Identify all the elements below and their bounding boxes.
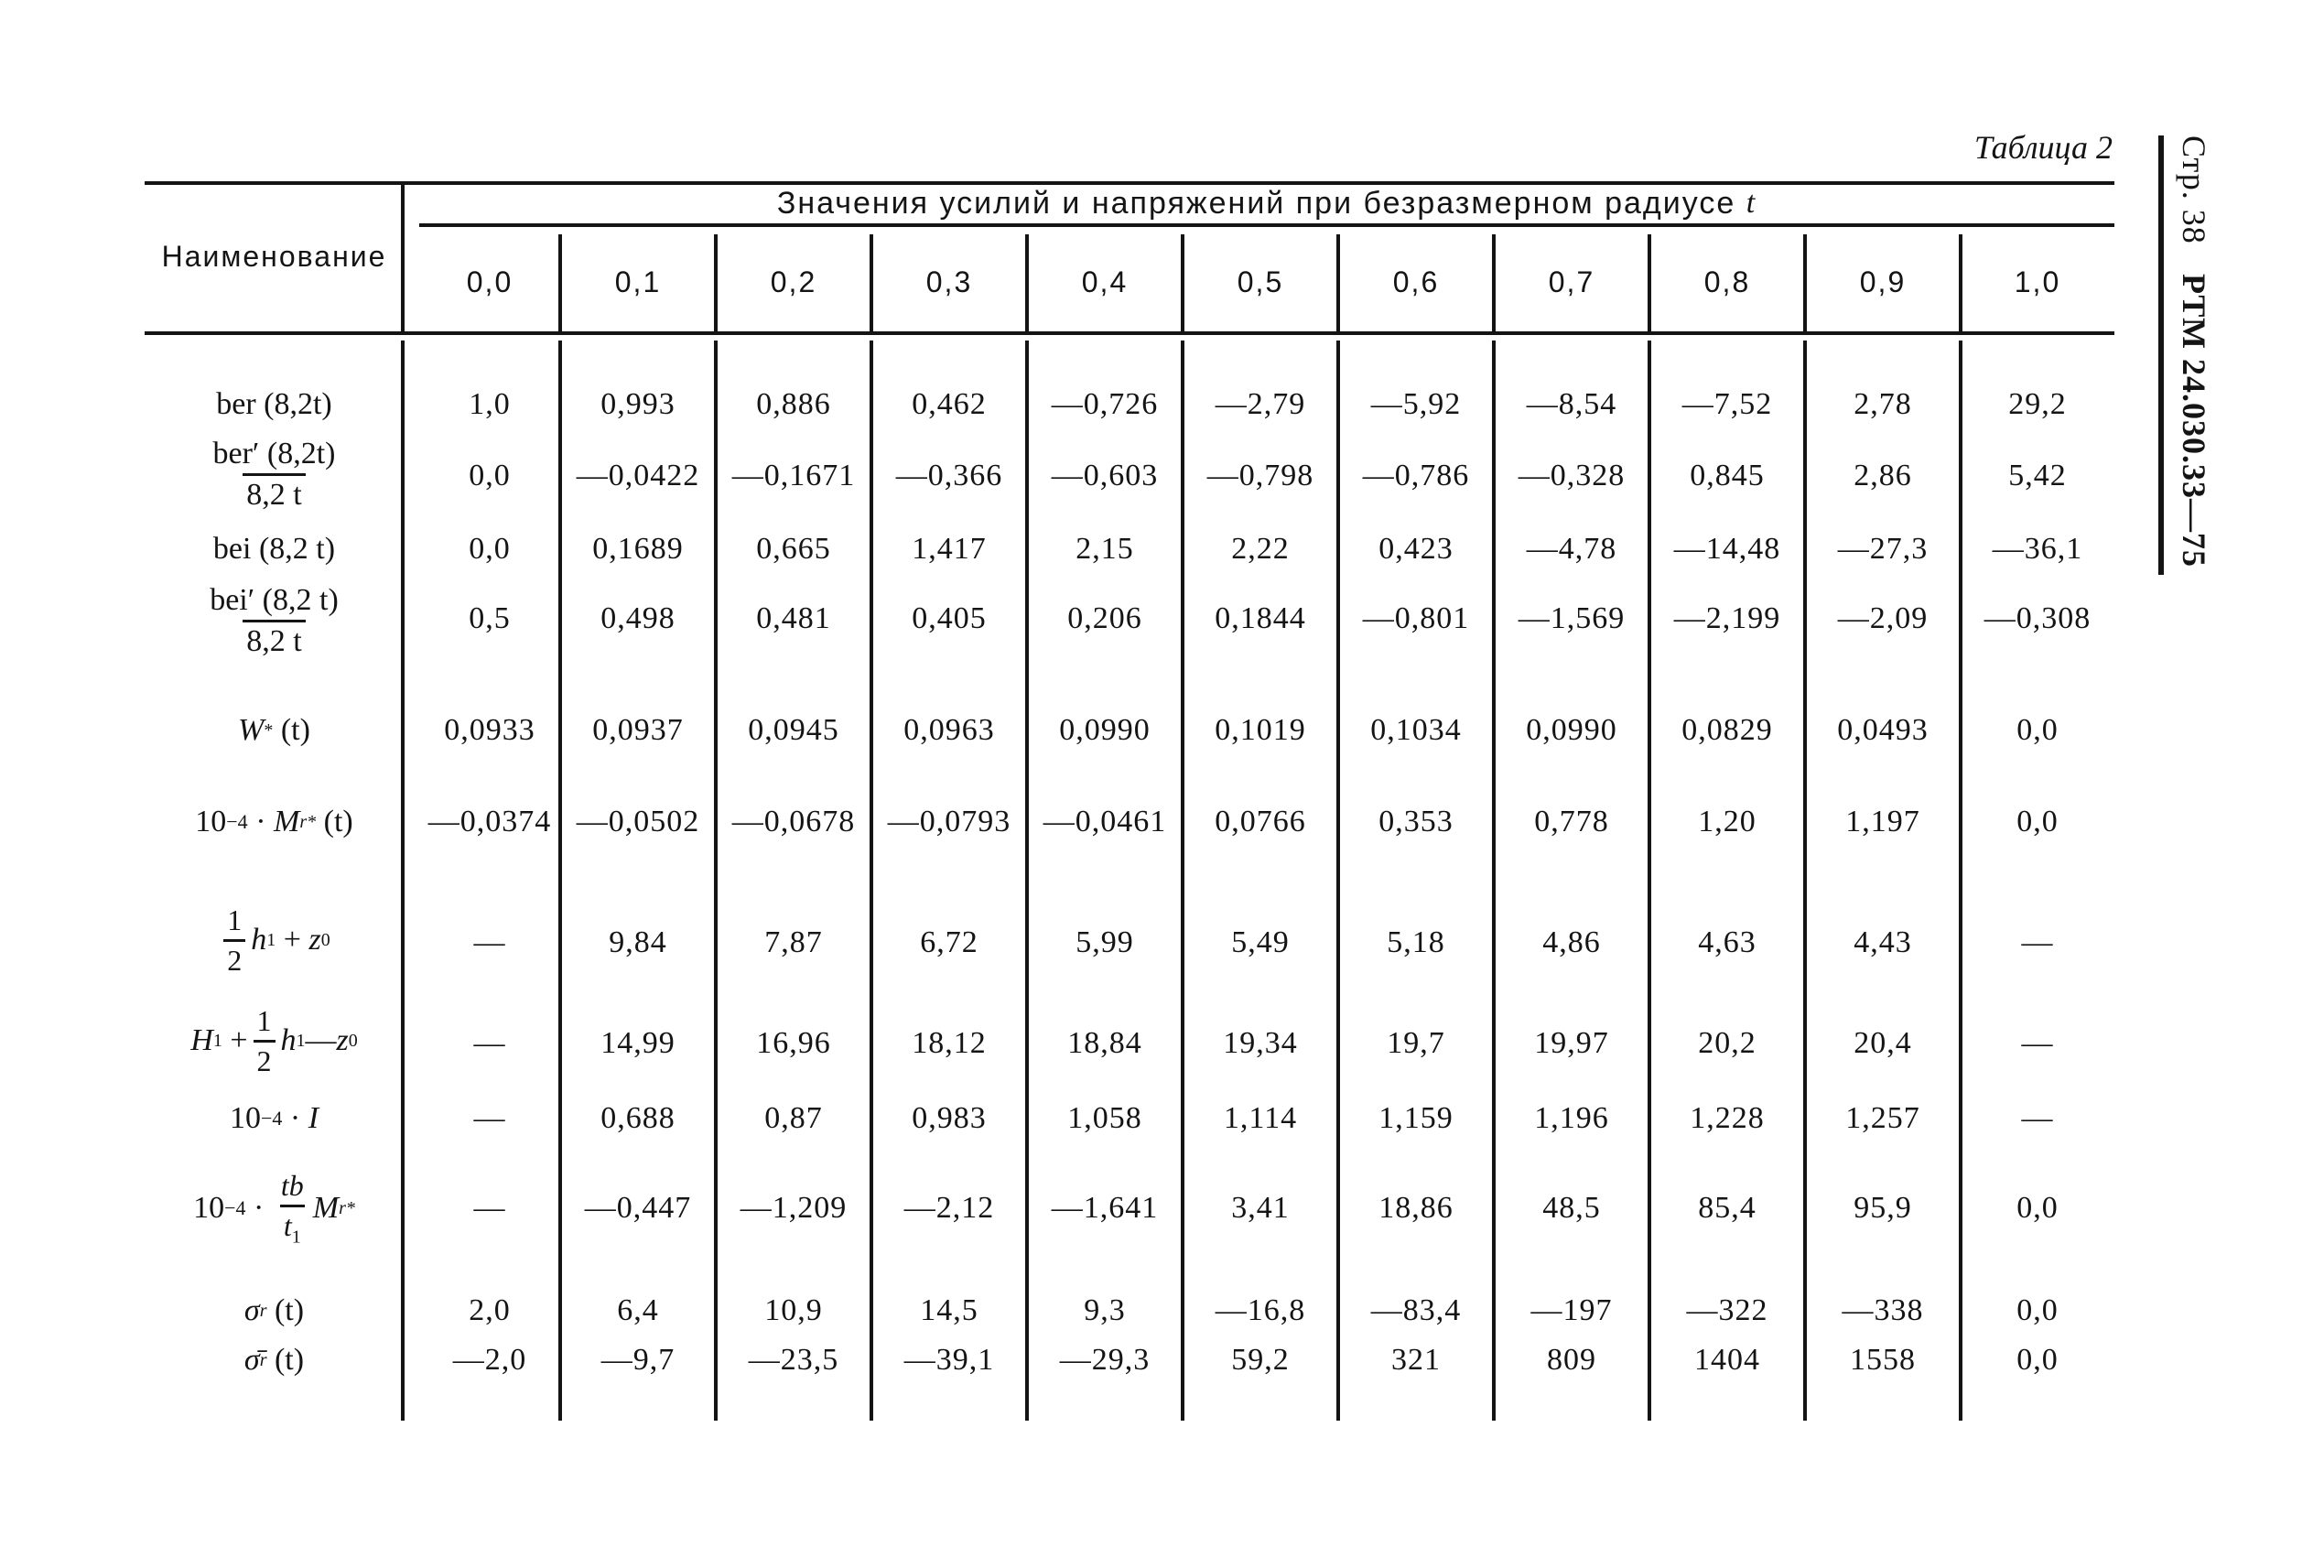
table-cell: 4,63 <box>1698 925 1757 959</box>
group-header-rule <box>419 223 2114 227</box>
column-header: 0,9 <box>1859 265 1907 298</box>
table-cell: 9,3 <box>1084 1293 1126 1327</box>
column-header: 0,2 <box>770 265 817 298</box>
table-cell: —4,78 <box>1526 532 1617 566</box>
table-cell: 1,196 <box>1534 1101 1609 1135</box>
table-cell: 0,0 <box>469 532 511 566</box>
table-cell: 95,9 <box>1854 1191 1912 1225</box>
row-label-sigma: σ r (t) <box>243 1293 305 1327</box>
row-label-m: 10 −4 · M r* (t) <box>195 805 353 838</box>
row-label-tb-m: 10 −4 · $\frac{tb}{t_1}$ M r* <box>193 1168 355 1248</box>
table-cell: 10,9 <box>764 1293 823 1327</box>
column-header: 0,3 <box>925 265 973 298</box>
table-cell: 5,99 <box>1076 925 1134 959</box>
column-header: 0,8 <box>1703 265 1751 298</box>
table-cell: 0,0933 <box>444 713 535 747</box>
table-cell: 0,0945 <box>748 713 839 747</box>
table-cell: 0,0 <box>469 459 511 492</box>
table-cell: —0,447 <box>584 1191 692 1225</box>
table-cell: 14,5 <box>920 1293 978 1327</box>
table-cell: —0,786 <box>1362 459 1470 492</box>
table-cell: —2,0 <box>452 1343 527 1377</box>
table-cell: 4,43 <box>1854 925 1912 959</box>
table-cell: 4,86 <box>1542 925 1601 959</box>
table-cell: 0,0829 <box>1681 713 1773 747</box>
table-cell: —0,308 <box>1984 601 2092 635</box>
side-margin-label <box>2151 135 2224 575</box>
table-cell: 1,228 <box>1690 1101 1765 1135</box>
table-cell: 5,42 <box>2008 459 2067 492</box>
row-label-ber-prime: $\frac{\text{ber′ (8,2t)}}{8,2 t}$ <box>212 436 336 512</box>
document-code: РТМ 24.030.33—75 <box>2176 273 2212 568</box>
table-cell: —83,4 <box>1370 1293 1462 1327</box>
table-cell: 0,481 <box>756 601 831 635</box>
table-cell: 1,257 <box>1845 1101 1920 1135</box>
table-cell: 0,993 <box>600 387 676 421</box>
table-cell: —2,199 <box>1673 601 1781 635</box>
table-cell: 19,34 <box>1223 1026 1298 1060</box>
group-header <box>419 183 2114 223</box>
table-cell: 0,0937 <box>592 713 684 747</box>
table-cell: 0,0 <box>2016 805 2059 838</box>
column-header: 0,5 <box>1237 265 1284 298</box>
table-cell: 1404 <box>1694 1343 1760 1377</box>
column-header: 1,0 <box>2014 265 2061 298</box>
table-cell: 6,4 <box>617 1293 659 1327</box>
table-cell: 321 <box>1391 1343 1441 1377</box>
table-cell: —2,09 <box>1837 601 1929 635</box>
table-cell: 1558 <box>1850 1343 1916 1377</box>
table-cell: 5,18 <box>1387 925 1445 959</box>
table-cell: 19,97 <box>1534 1026 1609 1060</box>
table-cell: 20,2 <box>1698 1026 1757 1060</box>
table-cell: —16,8 <box>1215 1293 1306 1327</box>
table-cell: —0,603 <box>1051 459 1159 492</box>
table-cell: —2,12 <box>903 1191 995 1225</box>
table-cell: —5,92 <box>1370 387 1462 421</box>
row-label-ber: ber (8,2t) <box>216 387 332 421</box>
table-cell: 0,0963 <box>903 713 995 747</box>
table-cell: 6,72 <box>920 925 978 959</box>
header-bottom-rule <box>145 331 2114 335</box>
table-cell: 1,114 <box>1223 1101 1298 1135</box>
table-cell: —23,5 <box>748 1343 839 1377</box>
table-cell: —0,0678 <box>731 805 856 838</box>
table-cell: 0,845 <box>1690 459 1765 492</box>
row-label-w: W * (t) <box>238 713 310 747</box>
table-title: Таблица 2 <box>1973 129 2113 166</box>
table-cell: 0,353 <box>1378 805 1454 838</box>
column-header: 0,1 <box>614 265 662 298</box>
row-label-bei-prime: $\frac{\text{bei′ (8,2 t)}}{8,2 t}$ <box>210 582 339 658</box>
table-cell: 0,778 <box>1534 805 1609 838</box>
group-header-var: t <box>1746 186 1757 220</box>
table-cell: 7,87 <box>764 925 823 959</box>
table-cell: 18,84 <box>1067 1026 1142 1060</box>
table-cell: — <box>473 1191 506 1225</box>
table-cell: —322 <box>1686 1293 1768 1327</box>
table-cell: 0,405 <box>912 601 987 635</box>
table-cell: 0,462 <box>912 387 987 421</box>
table-cell: 1,417 <box>912 532 987 566</box>
column-header: 0,4 <box>1081 265 1129 298</box>
table-cell: 2,78 <box>1854 387 1912 421</box>
table-cell: 59,2 <box>1231 1343 1290 1377</box>
table-cell: — <box>2021 1101 2054 1135</box>
table-cell: —0,0502 <box>576 805 700 838</box>
table-cell: 20,4 <box>1854 1026 1912 1060</box>
table-cell: 0,0 <box>2016 1343 2059 1377</box>
table-cell: 0,0 <box>2016 713 2059 747</box>
table-cell: —0,328 <box>1518 459 1626 492</box>
page-number: Стр. 38 <box>2176 135 2212 244</box>
table-cell: 1,20 <box>1698 805 1757 838</box>
table-cell: —39,1 <box>903 1343 995 1377</box>
table-cell: 19,7 <box>1387 1026 1445 1060</box>
table-cell: 0,498 <box>600 601 676 635</box>
table-cell: 14,99 <box>600 1026 676 1060</box>
side-label-text <box>2175 135 2213 568</box>
table-cell: — <box>473 925 506 959</box>
table-cell: — <box>473 1101 506 1135</box>
table-cell: — <box>2021 925 2054 959</box>
table-cell: —7,52 <box>1681 387 1773 421</box>
table-cell: 2,15 <box>1076 532 1134 566</box>
table-cell: 0,5 <box>469 601 511 635</box>
table-cell: —0,0461 <box>1043 805 1167 838</box>
table-cell: —0,0374 <box>427 805 552 838</box>
table-cell: —1,641 <box>1051 1191 1159 1225</box>
row-label-I: 10 −4 · I <box>229 1101 319 1135</box>
side-rule <box>2158 135 2164 575</box>
table-cell: 1,0 <box>469 387 511 421</box>
table-cell: 5,49 <box>1231 925 1290 959</box>
table-cell: —36,1 <box>1992 532 2083 566</box>
table-cell: —0,1671 <box>731 459 856 492</box>
table-cell: 1,159 <box>1378 1101 1454 1135</box>
table-cell: 0,423 <box>1378 532 1454 566</box>
table-cell: 2,22 <box>1231 532 1290 566</box>
table-cell: 0,87 <box>764 1101 823 1135</box>
table-cell: —0,801 <box>1362 601 1470 635</box>
table-cell: 85,4 <box>1698 1191 1757 1225</box>
table-cell: —197 <box>1530 1293 1613 1327</box>
table-cell: 0,0990 <box>1526 713 1617 747</box>
table-cell: 0,1034 <box>1370 713 1462 747</box>
group-header-text: Значения усилий и напряжений при безразмерном радиусе <box>776 185 1736 221</box>
table-cell: — <box>2021 1026 2054 1060</box>
table-cell: —14,48 <box>1673 532 1781 566</box>
table-cell: 809 <box>1547 1343 1596 1377</box>
table-cell: 0,688 <box>600 1101 676 1135</box>
row-label-bei: bei (8,2 t) <box>212 532 336 566</box>
table-cell: 0,0493 <box>1837 713 1929 747</box>
table-cell: —27,3 <box>1837 532 1929 566</box>
table-cell: —1,209 <box>740 1191 848 1225</box>
table-cell: 1,058 <box>1067 1101 1142 1135</box>
table-cell: —2,79 <box>1215 387 1306 421</box>
table-cell: 0,0 <box>2016 1293 2059 1327</box>
table-cell: —0,0422 <box>576 459 700 492</box>
table-cell: 1,197 <box>1845 805 1920 838</box>
table-cell: 9,84 <box>609 925 667 959</box>
table-cell: 2,0 <box>469 1293 511 1327</box>
table-cell: —1,569 <box>1518 601 1626 635</box>
table-cell: 0,1019 <box>1215 713 1306 747</box>
table-cell: —0,798 <box>1206 459 1314 492</box>
table-cell: 0,206 <box>1067 601 1142 635</box>
table-cell: 0,0766 <box>1215 805 1306 838</box>
table-cell: 0,665 <box>756 532 831 566</box>
table-cell: —0,0793 <box>887 805 1011 838</box>
table-cell: 18,86 <box>1378 1191 1454 1225</box>
table-cell: 0,983 <box>912 1101 987 1135</box>
column-header: 0,0 <box>466 265 513 298</box>
column-header-name: Наименование <box>161 239 387 273</box>
table-cell: 2,86 <box>1854 459 1912 492</box>
row-label-H-half-h-z: H 1 + $\frac{1}{2}$ h 1 — z 0 <box>190 1003 358 1077</box>
table-cell: —338 <box>1842 1293 1924 1327</box>
table-cell: —8,54 <box>1526 387 1617 421</box>
column-header: 0,7 <box>1548 265 1595 298</box>
row-label-half-h-z: $\frac{1}{2}$ h 1 + z 0 <box>145 890 404 990</box>
table-cell: 3,41 <box>1231 1191 1290 1225</box>
column-header: 0,6 <box>1392 265 1440 298</box>
table-cell: —29,3 <box>1059 1343 1151 1377</box>
table-cell: —0,726 <box>1051 387 1159 421</box>
table-cell: — <box>473 1026 506 1060</box>
row-label-sigma-bar: σ̄ r (t) <box>243 1343 305 1377</box>
table-cell: 0,1844 <box>1215 601 1306 635</box>
table-cell: 16,96 <box>756 1026 831 1060</box>
table-cell: 48,5 <box>1542 1191 1601 1225</box>
table-cell: 0,0990 <box>1059 713 1151 747</box>
table-cell: 0,886 <box>756 387 831 421</box>
table-cell: 18,12 <box>912 1026 987 1060</box>
table-cell: 0,1689 <box>592 532 684 566</box>
table-cell: 29,2 <box>2008 387 2067 421</box>
table-cell: 0,0 <box>2016 1191 2059 1225</box>
table-cell: —0,366 <box>895 459 1003 492</box>
table-cell: —9,7 <box>600 1343 676 1377</box>
